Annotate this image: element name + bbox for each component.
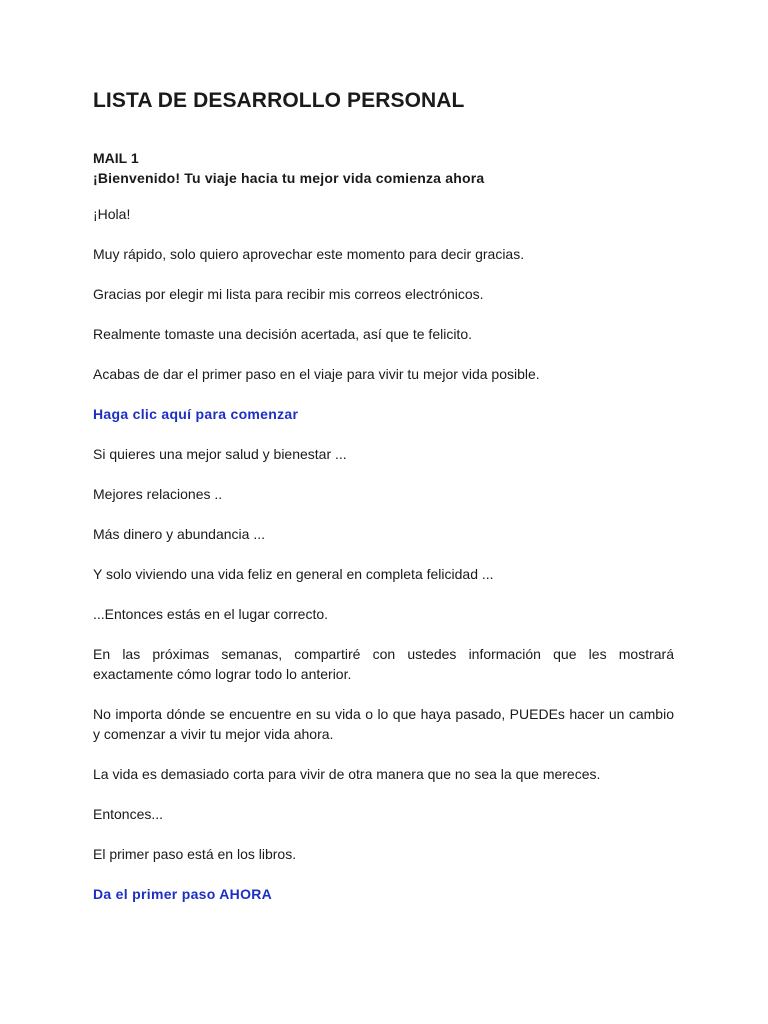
first-step-link[interactable]: Da el primer paso AHORA xyxy=(93,886,273,902)
paragraph-4: Acabas de dar el primer paso en el viaje para vivir tu mejor vida posible. xyxy=(93,366,540,382)
mail-subject: ¡Bienvenido! Tu viaje hacia tu mejor vida comienza ahora xyxy=(93,170,485,186)
mail-label: MAIL 1 xyxy=(93,150,139,166)
document-title: LISTA DE DESARROLLO PERSONAL xyxy=(93,89,465,112)
paragraph-6: Mejores relaciones .. xyxy=(93,486,223,502)
paragraph-1: Muy rápido, solo quiero aprovechar este momento para decir gracias. xyxy=(93,246,525,262)
paragraph-7: Más dinero y abundancia ... xyxy=(93,526,265,542)
paragraph-5: Si quieres una mejor salud y bienestar ... xyxy=(93,446,347,462)
document-page xyxy=(93,88,674,924)
paragraph-11: No importa dónde se encuentre en su vida o lo que haya pasado, PUEDEs hacer un cambio y comenzar a vivir tu mejor vida ahora. xyxy=(93,706,674,742)
paragraph-10: En las próximas semanas, compartiré con ustedes información que les mostrará exactamente cómo lograr todo lo anterior. xyxy=(93,646,674,682)
paragraph-9: ...Entonces estás en el lugar correcto. xyxy=(93,606,329,622)
paragraph-13: Entonces... xyxy=(93,806,164,822)
paragraph-2: Gracias por elegir mi lista para recibir mis correos electrónicos. xyxy=(93,286,484,302)
start-link[interactable]: Haga clic aquí para comenzar xyxy=(93,406,299,422)
paragraph-12: La vida es demasiado corta para vivir de otra manera que no sea la que mereces. xyxy=(93,766,601,782)
paragraph-3: Realmente tomaste una decisión acertada, así que te felicito. xyxy=(93,326,472,342)
paragraph-8: Y solo viviendo una vida feliz en general en completa felicidad ... xyxy=(93,566,494,582)
paragraph-14: El primer paso está en los libros. xyxy=(93,846,297,862)
greeting: ¡Hola! xyxy=(93,206,131,222)
mail-body xyxy=(93,204,674,904)
